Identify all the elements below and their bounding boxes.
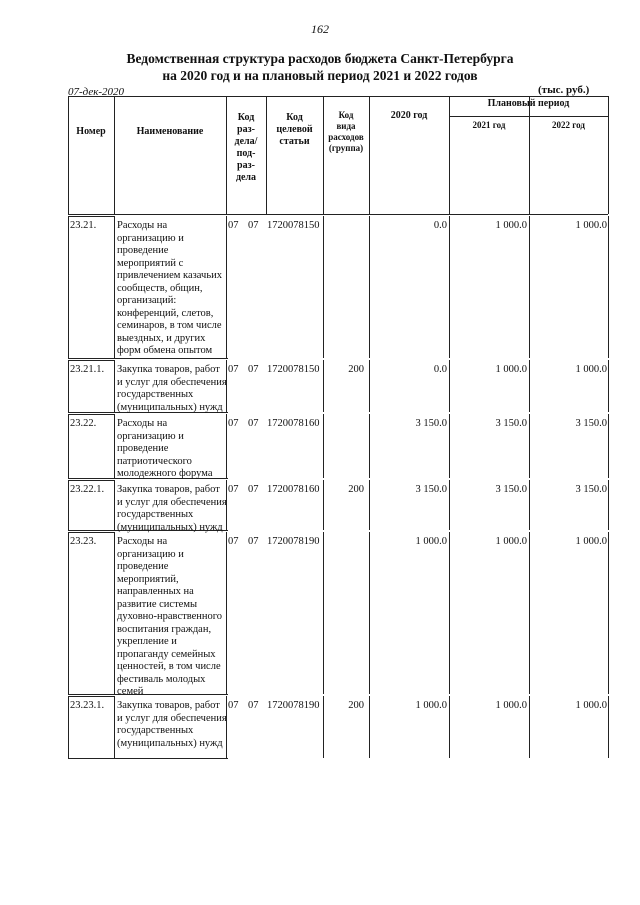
table-gridline <box>449 216 450 358</box>
report-date: 07-дек-2020 <box>68 86 125 98</box>
header-target-code: Код целевой статьи <box>276 112 313 147</box>
table-gridline <box>529 96 530 214</box>
row-target-code: 1720078160 <box>267 484 320 495</box>
row-number: 23.23. <box>70 536 97 547</box>
header-name: Наименование <box>136 126 204 137</box>
row-name: Расходы на организацию и проведение мероприятий с привлечением казачьих сообществ, общин, организаций: конференций, слетов, семинаров, в том числе выездных, и других форм обмена опытом <box>117 220 222 356</box>
row-target-code: 1720078160 <box>267 418 320 429</box>
row-target-code: 1720078150 <box>267 364 320 375</box>
table-gridline <box>449 480 450 530</box>
header-section-code: Код раз- дела/ под- раз- дела <box>234 112 258 183</box>
row-podrazdel: 07 <box>248 220 259 231</box>
table-gridline <box>68 96 69 214</box>
row-name: Расходы на организацию и проведение мероприятий, направленных на развитие системы духовно-нравственного воспитания граждан, укрепление и пропаганду семейных ценностей, в том числе фестиваль молодых семей <box>117 536 223 697</box>
table-gridline <box>369 532 370 694</box>
table-gridline <box>68 696 69 758</box>
row-value-2020: 1 000.0 <box>415 536 447 547</box>
row-razdel: 07 <box>228 220 239 231</box>
table-gridline <box>68 216 114 217</box>
table-gridline <box>449 414 450 478</box>
table-gridline <box>449 532 450 694</box>
row-podrazdel: 07 <box>248 364 259 375</box>
table-gridline <box>68 214 608 215</box>
table-gridline <box>529 414 530 478</box>
row-value-2022: 1 000.0 <box>575 364 607 375</box>
row-value-2020: 1 000.0 <box>415 700 447 711</box>
row-value-2022: 1 000.0 <box>575 536 607 547</box>
row-value-2020: 0.0 <box>433 364 447 375</box>
budget-table <box>68 96 608 760</box>
page-title <box>0 50 640 84</box>
table-gridline <box>529 480 530 530</box>
row-value-2020: 0.0 <box>433 220 447 231</box>
table-gridline <box>68 414 114 415</box>
table-gridline <box>323 96 324 214</box>
table-gridline <box>114 414 115 478</box>
row-value-2022: 3 150.0 <box>575 484 607 495</box>
row-value-2020: 3 150.0 <box>415 484 447 495</box>
row-value-2022: 3 150.0 <box>575 418 607 429</box>
table-gridline <box>114 696 115 758</box>
table-gridline <box>68 414 69 478</box>
table-gridline <box>323 360 324 412</box>
row-target-code: 1720078150 <box>267 220 320 231</box>
row-razdel: 07 <box>228 418 239 429</box>
row-number: 23.21. <box>70 220 97 231</box>
header-2022: 2022 год <box>552 120 585 130</box>
table-gridline <box>608 696 609 758</box>
row-name: Закупка товаров, работ и услуг для обеспечения государственных (муниципальных) нужд <box>117 484 227 533</box>
table-gridline <box>226 96 227 214</box>
header-planned-period: Плановый период <box>487 98 570 109</box>
row-number: 23.22. <box>70 418 97 429</box>
row-value-2021: 3 150.0 <box>495 484 527 495</box>
row-value-2021: 1 000.0 <box>495 700 527 711</box>
table-gridline <box>323 532 324 694</box>
table-gridline <box>608 360 609 412</box>
row-razdel: 07 <box>228 364 239 375</box>
table-gridline <box>529 216 530 358</box>
row-value-2020: 3 150.0 <box>415 418 447 429</box>
table-gridline <box>608 414 609 478</box>
row-podrazdel: 07 <box>248 700 259 711</box>
row-podrazdel: 07 <box>248 418 259 429</box>
table-gridline <box>369 480 370 530</box>
table-gridline <box>114 360 115 412</box>
table-gridline <box>323 414 324 478</box>
table-gridline <box>529 360 530 412</box>
row-value-2021: 1 000.0 <box>495 536 527 547</box>
row-number: 23.23.1. <box>70 700 105 711</box>
header-2020: 2020 год <box>390 110 428 121</box>
row-expense-type: 200 <box>348 700 364 711</box>
row-expense-type: 200 <box>348 364 364 375</box>
table-gridline <box>369 696 370 758</box>
table-gridline <box>68 360 69 412</box>
table-gridline <box>369 414 370 478</box>
row-name: Закупка товаров, работ и услуг для обеспечения государственных (муниципальных) нужд <box>117 364 227 413</box>
row-value-2022: 1 000.0 <box>575 700 607 711</box>
header-expense-type-code: Код вида расходов (группа) <box>328 110 364 153</box>
title-line-2: на 2020 год и на плановый период 2021 и 2022 годов <box>162 68 478 83</box>
row-number: 23.22.1. <box>70 484 105 495</box>
row-podrazdel: 07 <box>248 536 259 547</box>
row-razdel: 07 <box>228 700 239 711</box>
row-razdel: 07 <box>228 536 239 547</box>
units-label: (тыс. руб.) <box>538 84 590 96</box>
row-name: Закупка товаров, работ и услуг для обеспечения государственных (муниципальных) нужд <box>117 700 227 749</box>
table-gridline <box>323 696 324 758</box>
row-number: 23.21.1. <box>70 364 105 375</box>
table-gridline <box>449 696 450 758</box>
table-gridline <box>68 480 114 481</box>
table-gridline <box>449 96 450 214</box>
row-expense-type: 200 <box>348 484 364 495</box>
table-gridline <box>369 96 370 214</box>
table-gridline <box>68 358 228 359</box>
table-gridline <box>369 360 370 412</box>
table-gridline <box>68 360 114 361</box>
table-gridline <box>68 216 69 358</box>
row-value-2021: 3 150.0 <box>495 418 527 429</box>
table-gridline <box>68 96 608 97</box>
table-gridline <box>529 696 530 758</box>
table-gridline <box>529 532 530 694</box>
table-gridline <box>608 480 609 530</box>
table-gridline <box>68 532 114 533</box>
row-value-2021: 1 000.0 <box>495 364 527 375</box>
row-razdel: 07 <box>228 484 239 495</box>
table-gridline <box>266 96 267 214</box>
table-gridline <box>68 532 69 694</box>
row-podrazdel: 07 <box>248 484 259 495</box>
table-gridline <box>68 758 228 759</box>
table-gridline <box>608 532 609 694</box>
title-line-1: Ведомственная структура расходов бюджета Санкт-Петербурга <box>126 51 514 66</box>
header-number: Номер <box>76 126 106 137</box>
row-target-code: 1720078190 <box>267 700 320 711</box>
table-gridline <box>323 216 324 358</box>
table-gridline <box>323 480 324 530</box>
table-gridline <box>608 216 609 358</box>
table-gridline <box>608 96 609 214</box>
table-gridline <box>114 96 115 214</box>
table-gridline <box>449 360 450 412</box>
page-number: 162 <box>311 22 329 36</box>
table-gridline <box>114 480 115 530</box>
table-gridline <box>68 480 69 530</box>
row-target-code: 1720078190 <box>267 536 320 547</box>
header-2021: 2021 год <box>472 120 506 130</box>
table-gridline <box>114 216 115 358</box>
table-gridline <box>369 216 370 358</box>
row-value-2021: 1 000.0 <box>495 220 527 231</box>
table-gridline <box>114 532 115 694</box>
row-name: Расходы на организацию и проведение патриотического молодежного форума <box>117 418 213 479</box>
row-value-2022: 1 000.0 <box>575 220 607 231</box>
table-gridline <box>68 696 114 697</box>
